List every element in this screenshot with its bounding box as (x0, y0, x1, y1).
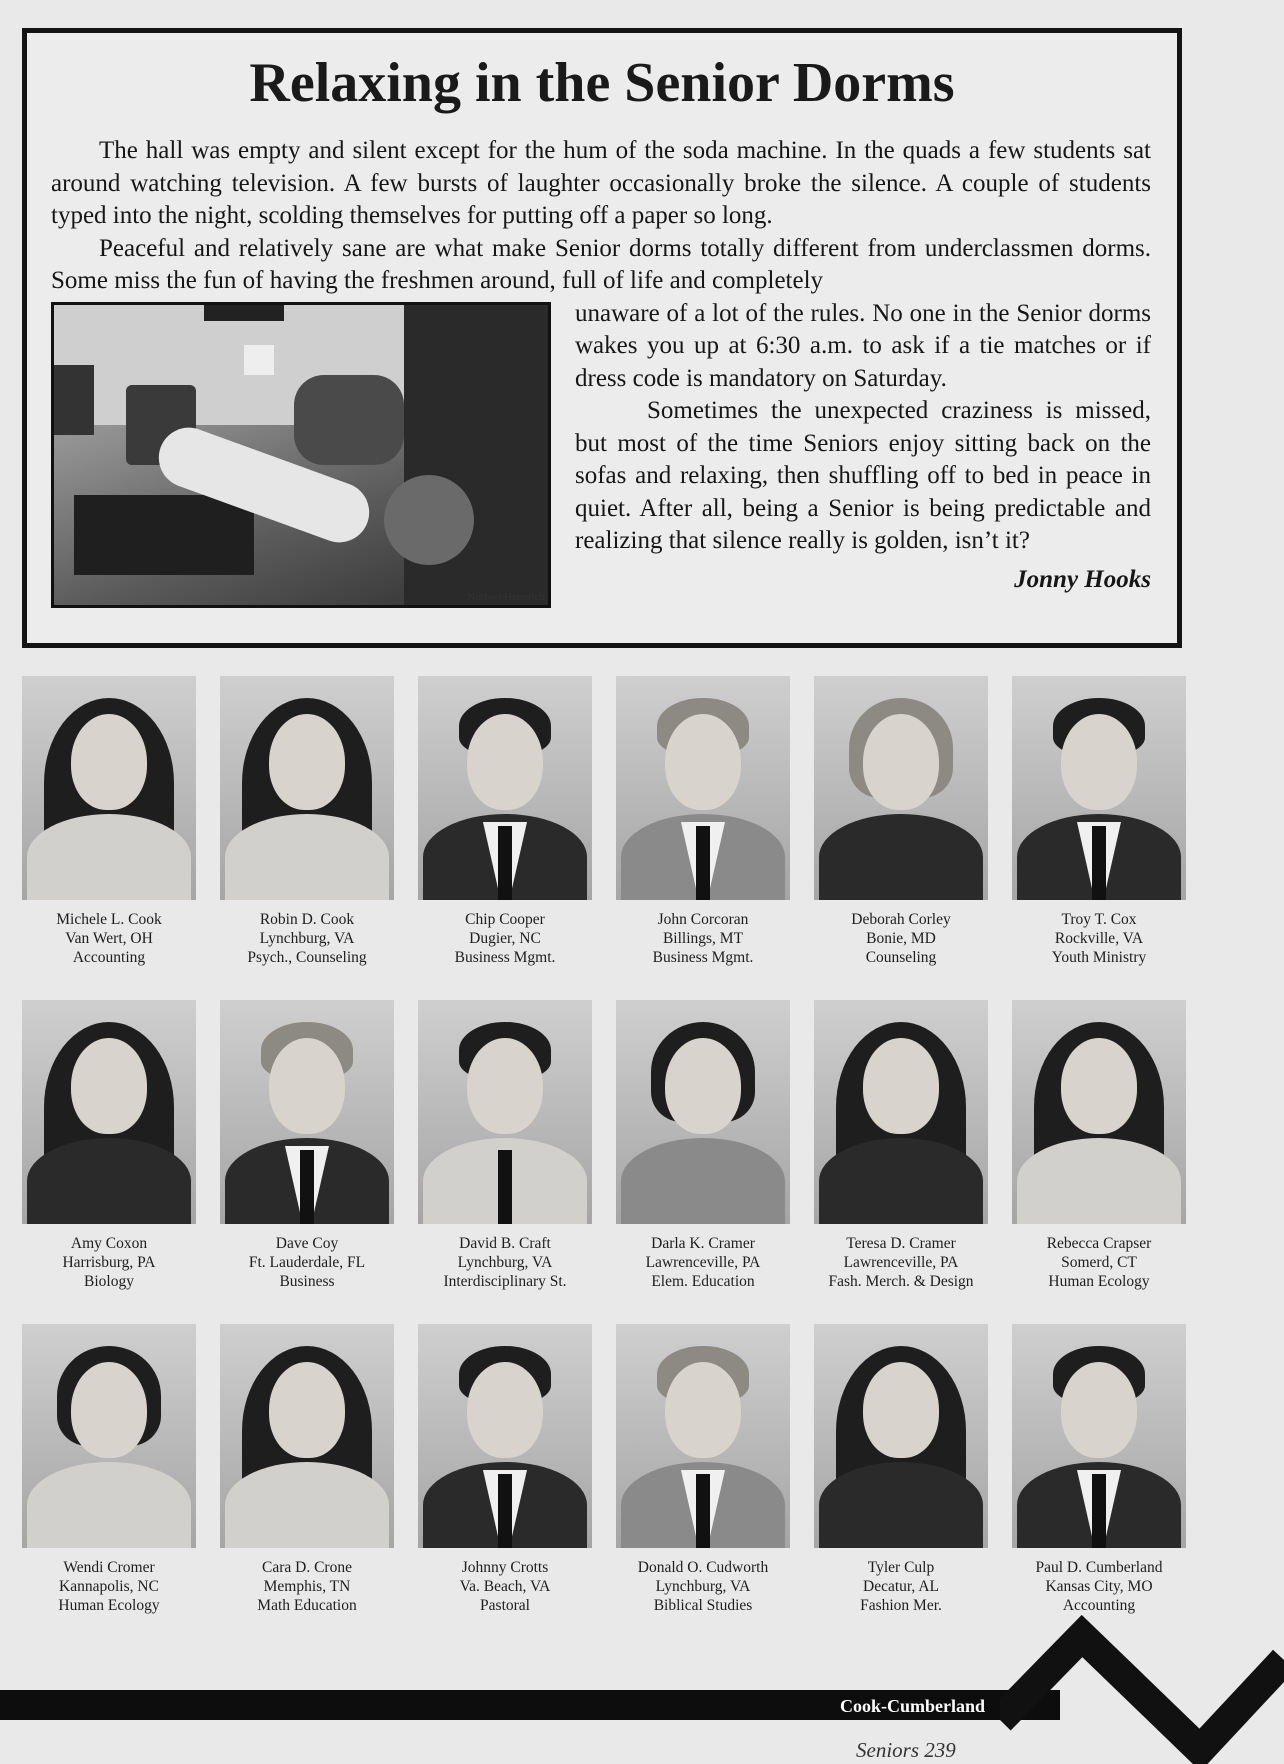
senior-portrait (1012, 1000, 1186, 1291)
portrait-photo (814, 676, 988, 900)
senior-name: Michele L. Cook (56, 911, 162, 928)
portrait-photo (418, 1324, 592, 1548)
senior-portrait (22, 676, 196, 967)
article-byline: Jonny Hooks (1014, 565, 1151, 593)
senior-portrait (1012, 676, 1186, 967)
portrait-photo (418, 1000, 592, 1224)
senior-major: Business Mgmt. (454, 949, 556, 966)
senior-name: Chip Cooper (465, 911, 545, 928)
article-title: Relaxing in the Senior Dorms (249, 52, 955, 114)
senior-hometown: Ft. Lauderdale, FL (248, 1254, 366, 1271)
portrait-photo (616, 676, 790, 900)
article-body (51, 135, 1151, 612)
portrait-photo (814, 1324, 988, 1548)
article-paragraph-2-end: unaware of a lot of the rules. No one in the Senior dorms wakes you up at 6:30 a.m. to ask if a tie matches or if dress code is mandatory on Saturday. (575, 299, 1151, 392)
portrait-photo (22, 676, 196, 900)
portrait-caption (220, 1558, 394, 1615)
senior-portrait (616, 1324, 790, 1615)
portrait-photo (220, 1000, 394, 1224)
senior-hometown: Va. Beach, VA (459, 1578, 551, 1595)
portrait-caption (814, 1234, 988, 1291)
portrait-caption (814, 1558, 988, 1615)
senior-portrait (814, 1324, 988, 1615)
portrait-photo (22, 1324, 196, 1548)
senior-major: Business Mgmt. (652, 949, 754, 966)
senior-name: Dave Coy (275, 1235, 339, 1252)
dorm-photo-image (51, 302, 551, 608)
senior-hometown: Decatur, AL (863, 1578, 939, 1595)
senior-name: Amy Coxon (70, 1235, 148, 1252)
portrait-photo (616, 1000, 790, 1224)
portrait-caption (220, 1234, 394, 1291)
senior-name: Cara D. Crone (262, 1559, 352, 1576)
senior-major: Accounting (1062, 1597, 1136, 1614)
senior-portrait (418, 1324, 592, 1615)
senior-hometown: Van Wert, OH (65, 930, 153, 947)
senior-major: Fash. Merch. & Design (828, 1273, 974, 1290)
photo-credit: Norbert Hennrich (467, 591, 545, 603)
senior-hometown: Somerd, CT (1061, 1254, 1137, 1271)
senior-major: Business (279, 1273, 335, 1290)
senior-hometown: Lawrenceville, PA (843, 1254, 959, 1271)
portrait-photo (616, 1324, 790, 1548)
portrait-caption (616, 1558, 790, 1615)
portrait-photo (1012, 1324, 1186, 1548)
portrait-photo (1012, 676, 1186, 900)
senior-name: Robin D. Cook (259, 911, 355, 928)
article-paragraph-3: Sometimes the unexpected craziness is missed, but most of the time Seniors enjoy sitting back on the sofas and relaxing, then shuffling off to bed in peace in quiet. After all, being a Senior is being predictable and realizing that silence really is golden, isn’t it? (575, 397, 1151, 554)
portrait-caption (220, 910, 394, 967)
senior-major: Pastoral (480, 1597, 530, 1614)
senior-major: Interdisciplinary St. (443, 1273, 567, 1290)
senior-portrait (220, 1324, 394, 1615)
senior-major: Elem. Education (651, 1273, 755, 1290)
portrait-photo (418, 676, 592, 900)
portrait-photo (22, 1000, 196, 1224)
portrait-caption (1012, 910, 1186, 967)
portrait-caption (616, 1234, 790, 1291)
senior-name: Darla K. Cramer (651, 1235, 755, 1252)
senior-portrait (616, 676, 790, 967)
senior-portrait (220, 676, 394, 967)
senior-hometown: Kannapolis, NC (59, 1578, 159, 1595)
senior-portrait (814, 676, 988, 967)
portrait-caption (418, 1558, 592, 1615)
senior-portrait (814, 1000, 988, 1291)
senior-portrait (418, 676, 592, 967)
senior-name: Deborah Corley (851, 911, 951, 928)
senior-major: Human Ecology (1048, 1273, 1150, 1290)
senior-name: Johnny Crotts (461, 1559, 549, 1576)
dorm-photo (51, 302, 551, 612)
feature-article (22, 28, 1182, 648)
portrait-caption (22, 1234, 196, 1291)
senior-hometown: Lawrenceville, PA (645, 1254, 761, 1271)
senior-major: Youth Ministry (1051, 949, 1147, 966)
senior-major: Biblical Studies (653, 1597, 753, 1614)
portrait-photo (220, 676, 394, 900)
senior-hometown: Kansas City, MO (1045, 1578, 1153, 1595)
senior-major: Fashion Mer. (860, 1597, 942, 1614)
senior-name: Donald O. Cudworth (637, 1559, 769, 1576)
portrait-caption (22, 910, 196, 967)
senior-major: Accounting (72, 949, 146, 966)
senior-name: Rebecca Crapser (1046, 1235, 1152, 1252)
chevron-ornament-icon (1000, 1600, 1284, 1764)
senior-hometown: Bonie, MD (866, 930, 936, 947)
article-paragraph-1: The hall was empty and silent except for the hum of the soda machine. In the quads a few students sat around watching television. A few bursts of laughter occasionally broke the silence. A couple of students typed into the night, scolding themselves for putting off a paper so long. (51, 137, 1151, 229)
senior-name: John Corcoran (657, 911, 749, 928)
senior-name: Teresa D. Cramer (846, 1235, 956, 1252)
senior-name: David B. Craft (459, 1235, 551, 1252)
section-label: Cook-Cumberland (840, 1696, 986, 1716)
portrait-caption (418, 1234, 592, 1291)
article-paragraph-2-start: Peaceful and relatively sane are what make Senior dorms totally different from underclassmen dorms. Some miss the fun of having the freshmen around, full of life and completely (51, 234, 1151, 294)
senior-portrait (418, 1000, 592, 1291)
portrait-caption (814, 910, 988, 967)
senior-portrait (616, 1000, 790, 1291)
senior-name: Troy T. Cox (1061, 911, 1137, 928)
senior-hometown: Billings, MT (662, 930, 744, 947)
portrait-caption (616, 910, 790, 967)
portrait-photo (1012, 1000, 1186, 1224)
portrait-photo (220, 1324, 394, 1548)
senior-major: Counseling (865, 949, 937, 966)
senior-hometown: Harrisburg, PA (62, 1254, 156, 1271)
page-folio: Seniors 239 (856, 1738, 956, 1762)
portrait-caption (418, 910, 592, 967)
senior-major: Math Education (257, 1597, 357, 1614)
senior-portrait (220, 1000, 394, 1291)
senior-major: Human Ecology (58, 1597, 160, 1614)
senior-hometown: Lynchburg, VA (655, 1578, 751, 1595)
senior-name: Wendi Cromer (63, 1559, 155, 1576)
portrait-caption (22, 1558, 196, 1615)
senior-hometown: Memphis, TN (263, 1578, 351, 1595)
senior-name: Tyler Culp (867, 1559, 935, 1576)
senior-hometown: Dugier, NC (469, 930, 541, 947)
senior-name: Paul D. Cumberland (1035, 1559, 1163, 1576)
senior-hometown: Lynchburg, VA (259, 930, 355, 947)
portrait-caption (1012, 1234, 1186, 1291)
senior-portrait (1012, 1324, 1186, 1615)
senior-portrait (22, 1324, 196, 1615)
senior-major: Psych., Counseling (247, 949, 367, 966)
senior-hometown: Rockville, VA (1054, 930, 1144, 947)
senior-major: Biology (84, 1273, 134, 1290)
portrait-photo (814, 1000, 988, 1224)
senior-portrait (22, 1000, 196, 1291)
senior-hometown: Lynchburg, VA (457, 1254, 553, 1271)
